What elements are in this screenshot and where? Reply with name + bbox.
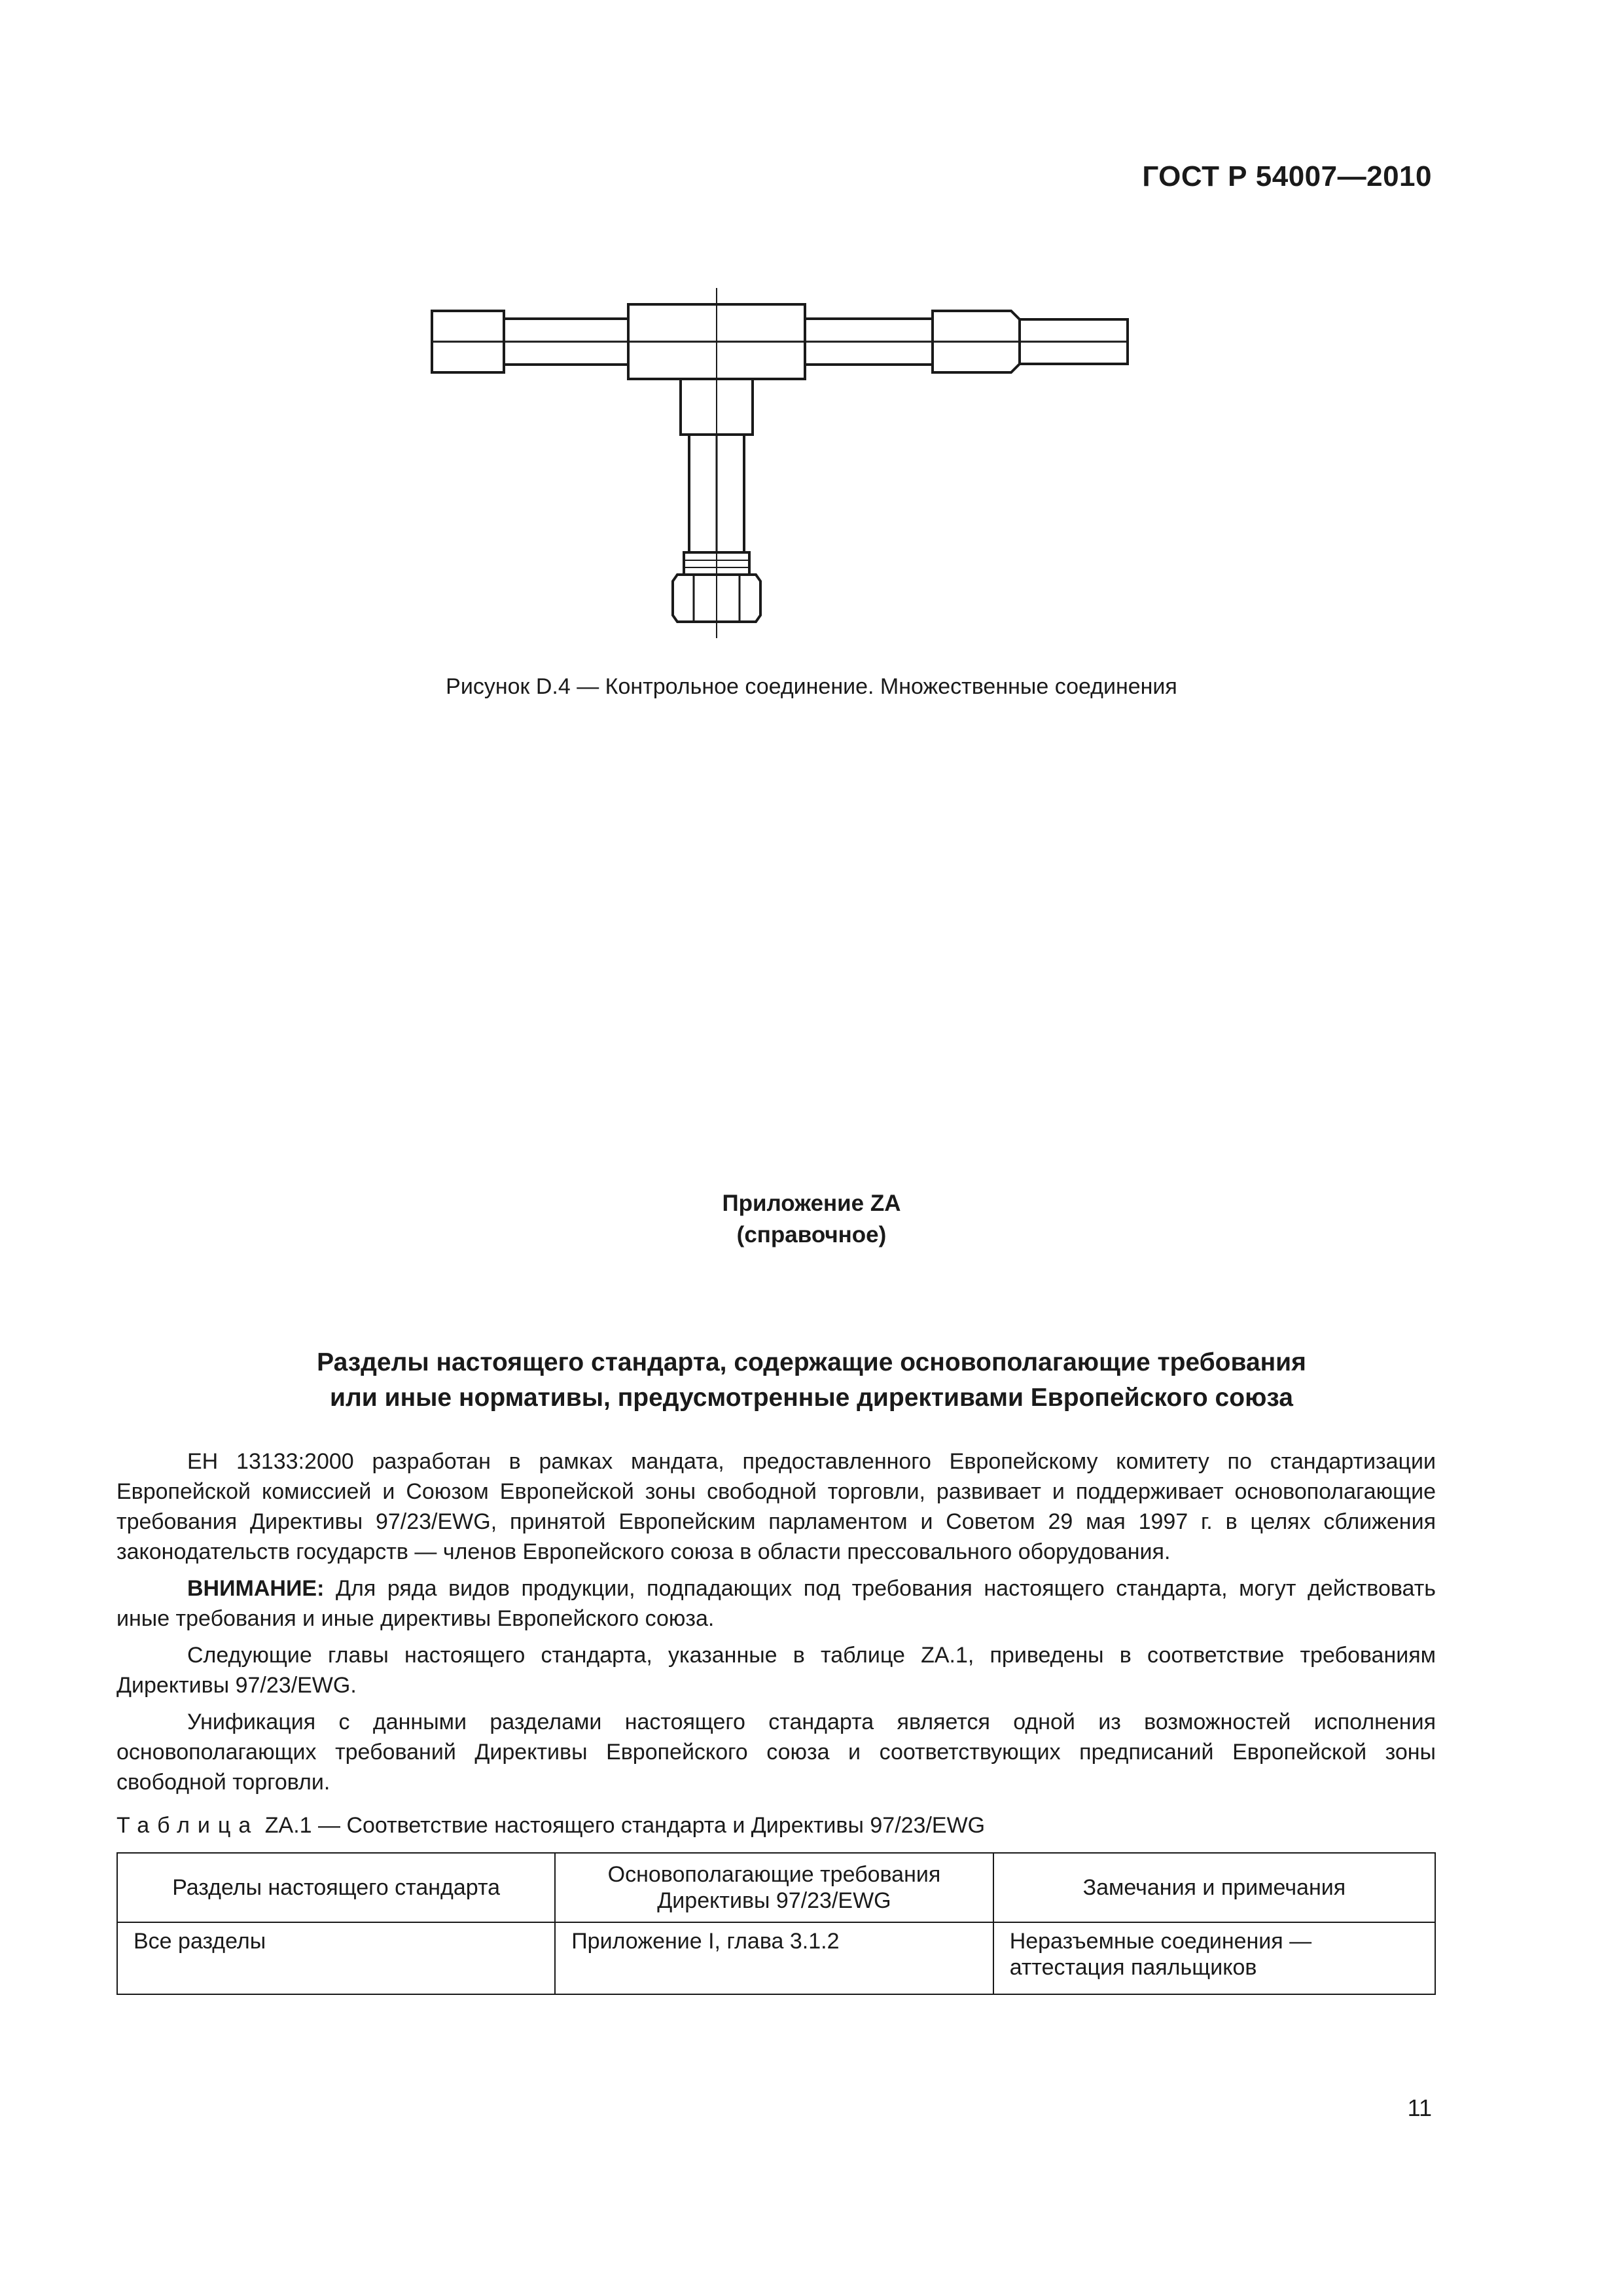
standard-code: ГОСТ Р 54007—2010: [1142, 160, 1432, 192]
notice-label: ВНИМАНИЕ:: [187, 1576, 325, 1601]
paragraph-4: Унификация с данными разделами настоящего стандарта является одной из возможностей исполнения основополагающих требований Директивы Европейского союза и соответствующих предписаний Европейской зоны свободной торговли.: [116, 1710, 1436, 1795]
annex-heading: [0, 1188, 1623, 1251]
table-header-row: [117, 1853, 1435, 1922]
body-text: [116, 1446, 1436, 1804]
table-header-cell: Замечания и примечания: [993, 1853, 1435, 1922]
table-header-cell: Основополагающие требования Директивы 97/23/EWG: [555, 1853, 993, 1922]
annex-title: Приложение ZA: [722, 1191, 901, 1216]
table-caption-rest: ZA.1 — Соответствие настоящего стандарта и Директивы 97/23/EWG: [264, 1813, 986, 1838]
figure-caption: Рисунок D.4 — Контрольное соединение. Множественные соединения: [446, 674, 1177, 699]
section-title: [0, 1345, 1623, 1416]
annex-subtitle: (справочное): [736, 1222, 887, 1247]
section-title-line1: Разделы настоящего стандарта, содержащие основополагающие требования: [317, 1348, 1306, 1376]
table-row: [117, 1922, 1435, 1994]
table-cell: Все разделы: [117, 1922, 555, 1994]
compliance-table: [116, 1852, 1436, 1995]
table-header-cell: Разделы настоящего стандарта: [117, 1853, 555, 1922]
paragraph-1: ЕН 13133:2000 разработан в рамках мандата, предоставленного Европейскому комитету по стандартизации Европейской комиссией и Союзом Европейской зоны свободной торговли, развивает и поддерживает основополагающие требования Директивы 97/23/EWG, принятой Европейским парламентом и Советом 29 мая 1997 г. в целях сближения законодательств государств — членов Европейского союза в области прессовального оборудования.: [116, 1449, 1436, 1564]
section-title-line2: или иные нормативы, предусмотренные директивами Европейского союза: [330, 1384, 1293, 1412]
notice-text: Для ряда видов продукции, подпадающих под требования настоящего стандарта, могут действовать иные требования и иные директивы Европейского союза.: [116, 1576, 1436, 1631]
tee-joint-drawing: [419, 281, 1152, 648]
page-number: 11: [1407, 2094, 1432, 2121]
table-cell: Неразъемные соединения — аттестация паяльщиков: [993, 1922, 1435, 1994]
table-caption: [116, 1813, 985, 1839]
table-cell: Приложение I, глава 3.1.2: [555, 1922, 993, 1994]
paragraph-2: [116, 1573, 1436, 1634]
paragraph-3: Следующие главы настоящего стандарта, указанные в таблице ZA.1, приведены в соответствие требованиям Директивы 97/23/EWG.: [116, 1643, 1436, 1698]
table-caption-word: Таблица: [116, 1813, 259, 1838]
